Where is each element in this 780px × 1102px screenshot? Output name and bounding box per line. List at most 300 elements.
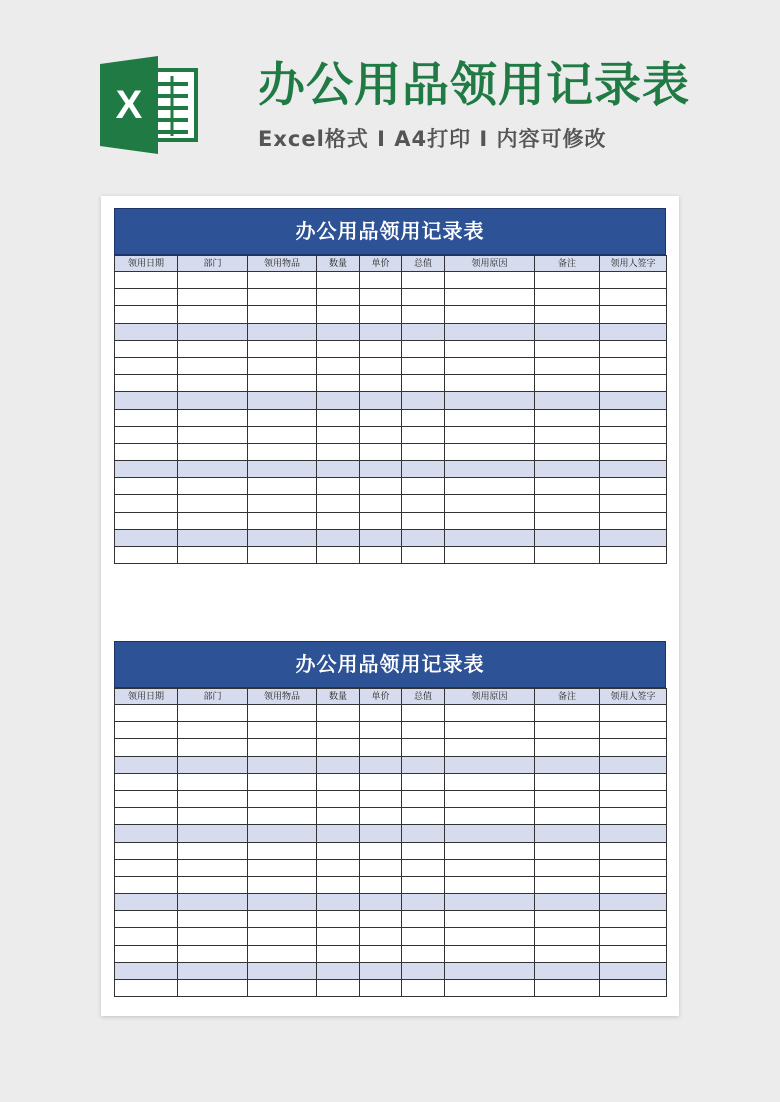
table-cell[interactable] (535, 876, 600, 893)
table-cell[interactable] (248, 357, 317, 374)
table-cell[interactable] (445, 375, 535, 392)
table-cell[interactable] (535, 859, 600, 876)
table-cell[interactable] (445, 945, 535, 962)
table-cell[interactable] (535, 705, 600, 722)
table-cell[interactable] (317, 272, 360, 289)
table-cell[interactable] (360, 409, 402, 426)
table-cell[interactable] (445, 306, 535, 323)
table-cell[interactable] (445, 272, 535, 289)
table-cell[interactable] (248, 842, 317, 859)
table-cell[interactable] (402, 722, 445, 739)
table-cell[interactable] (248, 495, 317, 512)
table-cell[interactable] (360, 461, 402, 478)
table-cell[interactable] (402, 272, 445, 289)
table-cell[interactable] (248, 426, 317, 443)
table-cell[interactable] (178, 340, 248, 357)
table-cell[interactable] (600, 375, 667, 392)
table-cell[interactable] (360, 529, 402, 546)
table-cell[interactable] (445, 773, 535, 790)
table-cell[interactable] (178, 825, 248, 842)
table-cell[interactable] (178, 461, 248, 478)
table-cell[interactable] (535, 962, 600, 979)
table-cell[interactable] (115, 928, 178, 945)
table-cell[interactable] (360, 495, 402, 512)
table-cell[interactable] (178, 272, 248, 289)
table-cell[interactable] (317, 426, 360, 443)
table-cell[interactable] (317, 739, 360, 756)
table-cell[interactable] (600, 911, 667, 928)
table-cell[interactable] (535, 357, 600, 374)
table-cell[interactable] (178, 323, 248, 340)
table-cell[interactable] (535, 945, 600, 962)
table-cell[interactable] (178, 894, 248, 911)
table-cell[interactable] (115, 962, 178, 979)
table-cell[interactable] (115, 739, 178, 756)
table-cell[interactable] (317, 289, 360, 306)
table-cell[interactable] (402, 842, 445, 859)
table-cell[interactable] (360, 340, 402, 357)
table-cell[interactable] (317, 461, 360, 478)
table-cell[interactable] (402, 911, 445, 928)
table-cell[interactable] (178, 705, 248, 722)
table-cell[interactable] (445, 928, 535, 945)
table-cell[interactable] (360, 876, 402, 893)
table-cell[interactable] (445, 547, 535, 564)
table-cell[interactable] (360, 272, 402, 289)
table-cell[interactable] (402, 409, 445, 426)
table-cell[interactable] (178, 808, 248, 825)
table-cell[interactable] (360, 357, 402, 374)
table-cell[interactable] (317, 825, 360, 842)
table-cell[interactable] (115, 272, 178, 289)
table-cell[interactable] (248, 894, 317, 911)
table-cell[interactable] (402, 289, 445, 306)
table-cell[interactable] (600, 495, 667, 512)
table-cell[interactable] (115, 705, 178, 722)
table-cell[interactable] (178, 547, 248, 564)
table-cell[interactable] (248, 375, 317, 392)
table-cell[interactable] (115, 426, 178, 443)
table-cell[interactable] (178, 478, 248, 495)
table-cell[interactable] (317, 478, 360, 495)
table-cell[interactable] (600, 306, 667, 323)
table-cell[interactable] (445, 392, 535, 409)
table-cell[interactable] (317, 529, 360, 546)
table-cell[interactable] (402, 894, 445, 911)
table-cell[interactable] (402, 705, 445, 722)
table-cell[interactable] (600, 529, 667, 546)
table-cell[interactable] (360, 547, 402, 564)
table-cell[interactable] (600, 443, 667, 460)
table-cell[interactable] (248, 773, 317, 790)
table-cell[interactable] (248, 722, 317, 739)
table-cell[interactable] (360, 842, 402, 859)
table-cell[interactable] (445, 894, 535, 911)
table-cell[interactable] (178, 980, 248, 997)
table-cell[interactable] (445, 409, 535, 426)
table-cell[interactable] (178, 357, 248, 374)
table-cell[interactable] (115, 945, 178, 962)
table-cell[interactable] (178, 529, 248, 546)
table-cell[interactable] (178, 426, 248, 443)
table-cell[interactable] (445, 808, 535, 825)
table-cell[interactable] (360, 323, 402, 340)
table-cell[interactable] (600, 392, 667, 409)
table-cell[interactable] (360, 705, 402, 722)
table-cell[interactable] (248, 323, 317, 340)
table-cell[interactable] (600, 478, 667, 495)
table-cell[interactable] (402, 478, 445, 495)
table-cell[interactable] (535, 272, 600, 289)
table-cell[interactable] (445, 443, 535, 460)
table-cell[interactable] (600, 512, 667, 529)
table-cell[interactable] (445, 722, 535, 739)
table-cell[interactable] (535, 289, 600, 306)
table-cell[interactable] (402, 859, 445, 876)
table-cell[interactable] (317, 928, 360, 945)
table-cell[interactable] (115, 790, 178, 807)
table-cell[interactable] (600, 773, 667, 790)
table-cell[interactable] (248, 547, 317, 564)
table-cell[interactable] (535, 911, 600, 928)
table-cell[interactable] (445, 876, 535, 893)
table-cell[interactable] (600, 357, 667, 374)
table-cell[interactable] (445, 911, 535, 928)
table-cell[interactable] (178, 739, 248, 756)
table-cell[interactable] (445, 357, 535, 374)
table-cell[interactable] (600, 272, 667, 289)
table-cell[interactable] (248, 461, 317, 478)
table-cell[interactable] (402, 739, 445, 756)
table-cell[interactable] (248, 272, 317, 289)
table-cell[interactable] (445, 512, 535, 529)
table-cell[interactable] (115, 392, 178, 409)
table-cell[interactable] (535, 478, 600, 495)
table-cell[interactable] (402, 340, 445, 357)
table-cell[interactable] (178, 375, 248, 392)
table-cell[interactable] (600, 894, 667, 911)
table-cell[interactable] (402, 306, 445, 323)
table-cell[interactable] (115, 495, 178, 512)
table-cell[interactable] (402, 392, 445, 409)
table-cell[interactable] (115, 478, 178, 495)
table-cell[interactable] (178, 289, 248, 306)
table-cell[interactable] (600, 426, 667, 443)
table-cell[interactable] (402, 790, 445, 807)
table-cell[interactable] (178, 790, 248, 807)
table-cell[interactable] (360, 392, 402, 409)
table-cell[interactable] (317, 911, 360, 928)
table-cell[interactable] (535, 739, 600, 756)
table-cell[interactable] (317, 859, 360, 876)
table-cell[interactable] (600, 790, 667, 807)
table-cell[interactable] (360, 306, 402, 323)
table-cell[interactable] (115, 375, 178, 392)
table-cell[interactable] (445, 859, 535, 876)
table-cell[interactable] (317, 722, 360, 739)
table-cell[interactable] (248, 289, 317, 306)
table-cell[interactable] (445, 756, 535, 773)
table-cell[interactable] (445, 323, 535, 340)
table-cell[interactable] (600, 409, 667, 426)
table-cell[interactable] (317, 409, 360, 426)
table-cell[interactable] (115, 859, 178, 876)
table-cell[interactable] (600, 825, 667, 842)
table-cell[interactable] (535, 825, 600, 842)
table-cell[interactable] (248, 756, 317, 773)
table-cell[interactable] (248, 340, 317, 357)
table-cell[interactable] (360, 375, 402, 392)
table-cell[interactable] (248, 306, 317, 323)
table-cell[interactable] (535, 773, 600, 790)
table-cell[interactable] (248, 911, 317, 928)
table-cell[interactable] (317, 756, 360, 773)
table-cell[interactable] (317, 705, 360, 722)
table-cell[interactable] (317, 443, 360, 460)
table-cell[interactable] (317, 392, 360, 409)
table-cell[interactable] (402, 529, 445, 546)
table-cell[interactable] (402, 980, 445, 997)
table-cell[interactable] (178, 512, 248, 529)
table-cell[interactable] (445, 705, 535, 722)
table-cell[interactable] (115, 529, 178, 546)
table-cell[interactable] (360, 443, 402, 460)
table-cell[interactable] (178, 443, 248, 460)
table-cell[interactable] (402, 495, 445, 512)
table-cell[interactable] (360, 928, 402, 945)
table-cell[interactable] (360, 512, 402, 529)
table-cell[interactable] (360, 426, 402, 443)
table-cell[interactable] (600, 842, 667, 859)
table-cell[interactable] (445, 426, 535, 443)
table-cell[interactable] (115, 409, 178, 426)
table-cell[interactable] (445, 340, 535, 357)
table-cell[interactable] (600, 945, 667, 962)
table-cell[interactable] (445, 461, 535, 478)
table-cell[interactable] (178, 773, 248, 790)
table-cell[interactable] (402, 928, 445, 945)
table-cell[interactable] (360, 825, 402, 842)
table-cell[interactable] (115, 289, 178, 306)
table-cell[interactable] (535, 980, 600, 997)
table-cell[interactable] (402, 825, 445, 842)
table-cell[interactable] (115, 876, 178, 893)
table-cell[interactable] (248, 945, 317, 962)
table-cell[interactable] (248, 790, 317, 807)
table-cell[interactable] (402, 357, 445, 374)
table-cell[interactable] (535, 894, 600, 911)
table-cell[interactable] (360, 911, 402, 928)
table-cell[interactable] (402, 808, 445, 825)
table-cell[interactable] (445, 842, 535, 859)
table-cell[interactable] (360, 808, 402, 825)
table-cell[interactable] (600, 928, 667, 945)
table-cell[interactable] (600, 962, 667, 979)
table-cell[interactable] (248, 825, 317, 842)
table-cell[interactable] (178, 911, 248, 928)
table-cell[interactable] (402, 962, 445, 979)
table-cell[interactable] (402, 773, 445, 790)
table-cell[interactable] (317, 842, 360, 859)
table-cell[interactable] (317, 894, 360, 911)
table-cell[interactable] (317, 962, 360, 979)
table-cell[interactable] (115, 357, 178, 374)
table-cell[interactable] (402, 512, 445, 529)
table-cell[interactable] (360, 790, 402, 807)
table-cell[interactable] (600, 808, 667, 825)
table-cell[interactable] (248, 739, 317, 756)
table-cell[interactable] (317, 945, 360, 962)
table-cell[interactable] (317, 375, 360, 392)
table-cell[interactable] (360, 859, 402, 876)
table-cell[interactable] (445, 980, 535, 997)
table-cell[interactable] (248, 443, 317, 460)
table-cell[interactable] (248, 409, 317, 426)
table-cell[interactable] (178, 495, 248, 512)
table-cell[interactable] (402, 547, 445, 564)
table-cell[interactable] (248, 962, 317, 979)
table-cell[interactable] (535, 790, 600, 807)
table-cell[interactable] (445, 529, 535, 546)
table-cell[interactable] (115, 340, 178, 357)
table-cell[interactable] (248, 980, 317, 997)
table-cell[interactable] (535, 409, 600, 426)
table-cell[interactable] (600, 323, 667, 340)
table-cell[interactable] (178, 842, 248, 859)
table-cell[interactable] (600, 980, 667, 997)
table-cell[interactable] (600, 461, 667, 478)
table-cell[interactable] (600, 756, 667, 773)
table-cell[interactable] (600, 340, 667, 357)
table-cell[interactable] (178, 756, 248, 773)
table-cell[interactable] (317, 340, 360, 357)
table-cell[interactable] (402, 443, 445, 460)
table-cell[interactable] (178, 722, 248, 739)
table-cell[interactable] (317, 495, 360, 512)
table-cell[interactable] (535, 529, 600, 546)
table-cell[interactable] (115, 756, 178, 773)
table-cell[interactable] (178, 392, 248, 409)
table-cell[interactable] (248, 705, 317, 722)
table-cell[interactable] (317, 512, 360, 529)
table-cell[interactable] (535, 495, 600, 512)
table-cell[interactable] (248, 859, 317, 876)
table-cell[interactable] (115, 443, 178, 460)
table-cell[interactable] (402, 375, 445, 392)
table-cell[interactable] (178, 876, 248, 893)
table-cell[interactable] (600, 289, 667, 306)
table-cell[interactable] (317, 790, 360, 807)
table-cell[interactable] (178, 945, 248, 962)
table-cell[interactable] (600, 876, 667, 893)
table-cell[interactable] (178, 859, 248, 876)
table-cell[interactable] (402, 323, 445, 340)
table-cell[interactable] (535, 340, 600, 357)
table-cell[interactable] (600, 859, 667, 876)
table-cell[interactable] (115, 722, 178, 739)
table-cell[interactable] (535, 461, 600, 478)
table-cell[interactable] (360, 894, 402, 911)
table-cell[interactable] (535, 375, 600, 392)
table-cell[interactable] (402, 756, 445, 773)
table-cell[interactable] (360, 739, 402, 756)
table-cell[interactable] (178, 409, 248, 426)
table-cell[interactable] (248, 928, 317, 945)
table-cell[interactable] (535, 323, 600, 340)
table-cell[interactable] (248, 808, 317, 825)
table-cell[interactable] (535, 443, 600, 460)
table-cell[interactable] (535, 426, 600, 443)
table-cell[interactable] (445, 962, 535, 979)
table-cell[interactable] (445, 495, 535, 512)
table-cell[interactable] (178, 306, 248, 323)
table-cell[interactable] (248, 512, 317, 529)
table-cell[interactable] (360, 756, 402, 773)
table-cell[interactable] (115, 461, 178, 478)
table-cell[interactable] (360, 722, 402, 739)
table-cell[interactable] (360, 478, 402, 495)
table-cell[interactable] (317, 773, 360, 790)
table-cell[interactable] (600, 722, 667, 739)
table-cell[interactable] (535, 808, 600, 825)
table-cell[interactable] (248, 478, 317, 495)
table-cell[interactable] (535, 928, 600, 945)
table-cell[interactable] (360, 773, 402, 790)
table-cell[interactable] (402, 426, 445, 443)
table-cell[interactable] (178, 928, 248, 945)
table-cell[interactable] (535, 306, 600, 323)
table-cell[interactable] (317, 547, 360, 564)
table-cell[interactable] (402, 876, 445, 893)
table-cell[interactable] (115, 773, 178, 790)
table-cell[interactable] (248, 529, 317, 546)
table-cell[interactable] (115, 808, 178, 825)
table-cell[interactable] (535, 547, 600, 564)
table-cell[interactable] (317, 323, 360, 340)
table-cell[interactable] (115, 512, 178, 529)
table-cell[interactable] (360, 962, 402, 979)
table-cell[interactable] (535, 756, 600, 773)
table-cell[interactable] (600, 739, 667, 756)
table-cell[interactable] (535, 842, 600, 859)
table-cell[interactable] (445, 790, 535, 807)
table-cell[interactable] (402, 945, 445, 962)
table-cell[interactable] (115, 980, 178, 997)
table-cell[interactable] (317, 357, 360, 374)
table-cell[interactable] (445, 478, 535, 495)
table-cell[interactable] (248, 392, 317, 409)
table-cell[interactable] (317, 876, 360, 893)
table-cell[interactable] (115, 547, 178, 564)
table-cell[interactable] (600, 705, 667, 722)
table-cell[interactable] (317, 808, 360, 825)
table-cell[interactable] (115, 911, 178, 928)
table-cell[interactable] (360, 289, 402, 306)
table-cell[interactable] (535, 722, 600, 739)
table-cell[interactable] (248, 876, 317, 893)
table-cell[interactable] (178, 962, 248, 979)
table-cell[interactable] (445, 739, 535, 756)
table-cell[interactable] (360, 980, 402, 997)
table-cell[interactable] (535, 392, 600, 409)
table-cell[interactable] (600, 547, 667, 564)
table-cell[interactable] (445, 825, 535, 842)
table-cell[interactable] (115, 842, 178, 859)
table-cell[interactable] (115, 323, 178, 340)
table-cell[interactable] (445, 289, 535, 306)
table-cell[interactable] (535, 512, 600, 529)
table-cell[interactable] (317, 306, 360, 323)
